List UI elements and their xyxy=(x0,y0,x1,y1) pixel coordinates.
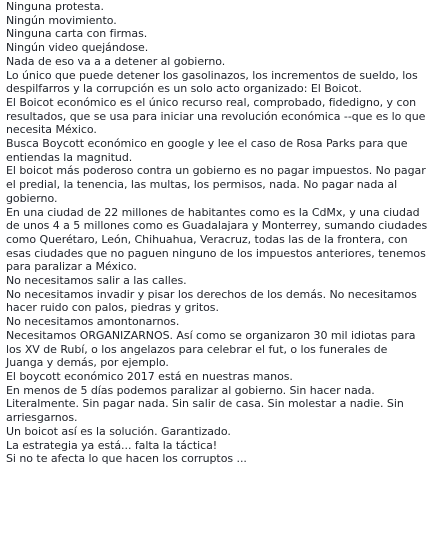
post-paragraph: Ninguna carta con firmas. xyxy=(6,27,148,41)
post-paragraph: Si no te afecta lo que hacen los corruptos ... xyxy=(6,452,247,466)
post-paragraph: El Boicot económico es el único recurso real, comprobado, fidedigno, y con resultados, que se usa para iniciar una revolución económica --que es lo que necesita México. xyxy=(6,95,426,137)
post-paragraph: Busca Boycott económico en google y lee el caso de Rosa Parks para que entiendas la magnitud. xyxy=(6,137,408,164)
post-paragraph: La estrategia ya está... falta la táctica! xyxy=(6,438,218,452)
post-paragraph: Un boicot así es la solución. Garantizado. xyxy=(6,424,231,438)
post-paragraph: El boycott económico 2017 está en nuestras manos. xyxy=(6,369,293,383)
post-paragraph: Ningún video quejándose. xyxy=(6,41,149,55)
post-paragraph: Ninguna protesta. xyxy=(6,0,104,13)
post-paragraph: Nada de eso va a a detener al gobierno. xyxy=(6,54,226,68)
post-paragraph: Ningún movimiento. xyxy=(6,13,117,27)
post-paragraph: En una ciudad de 22 millones de habitantes como es la CdMx, y una ciudad de unos 4 a 5 millones como es Guadalajara y Monterrey, sumando ciudades como Querétaro, León, Chihuahua, Veracruz, todas las de la frontera, con esas ciudades que no paguen ninguno de los impuestos anteriores, tenemos para paralizar a México. xyxy=(6,205,428,274)
post-paragraph: Necesitamos ORGANIZARNOS. Así como se organizaron 30 mil idiotas para los XV de Rubí, o los angelazos para celebrar el fut, o los funerales de Juanga y demás, por ejemplo. xyxy=(6,328,416,370)
post-paragraph: El boicot más poderoso contra un gobierno es no pagar impuestos. No pagar el predial, la tenencia, las multas, los permisos, nada. No pagar nada al gobierno. xyxy=(6,164,426,205)
post-paragraph: No necesitamos amontonarnos. xyxy=(6,315,180,329)
post-paragraph: Lo único que puede detener los gasolinazos, los incrementos de sueldo, los despilfarros y la corrupción es un solo acto organizado: El Boicot. xyxy=(6,68,418,96)
post-paragraph: No necesitamos salir a las calles. xyxy=(6,274,187,288)
post-paragraph: No necesitamos invadir y pisar los derechos de los demás. No necesitamos hacer ruido con palos, piedras y gritos. xyxy=(6,287,417,315)
post-paragraph: En menos de 5 días podemos paralizar al gobierno. Sin hacer nada. Literalmente. Sin pagar nada. Sin salir de casa. Sin molestar a nadie. Sin arriesgarnos. xyxy=(6,383,404,425)
